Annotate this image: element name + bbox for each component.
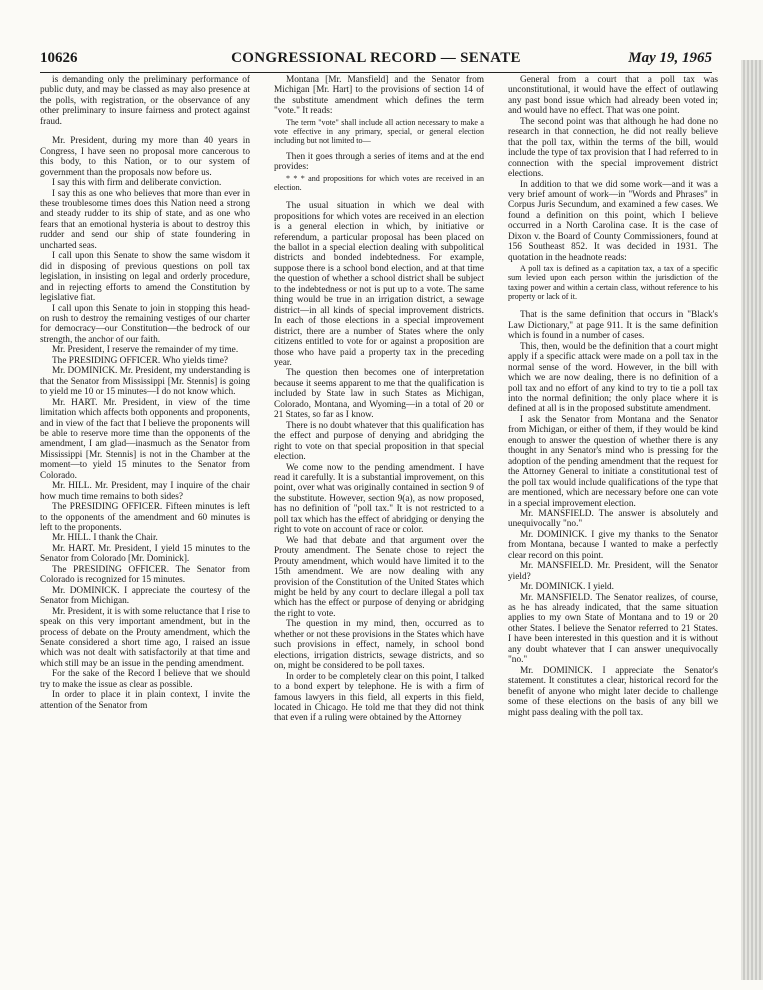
scan-binding-edge	[741, 60, 763, 980]
paragraph: Mr. HILL. I thank the Chair.	[52, 533, 158, 544]
paragraph: is demanding only the preliminary performance of public duty, and may be classed as may also presence at the polls, with registration, or the observance of any other preliminary to insure fairness and protect against fraud.	[40, 75, 250, 127]
paragraph: I ask the Senator from Montana and the Senator from Michigan, or either of them, if they would be kind enough to answer the question of whether there is any thought in any Senator's mind who is pressing for the adoption of the pending amendment that the request for the Attorney General to initiate a constitutional test of the poll tax would include qualifications of the type that are mentioned, which are necessary before one can vote in a special improvement election.	[508, 414, 718, 509]
paragraph: I call upon this Senate to show the same wisdom it did in disposing of previous questions on poll tax legislation, in insisting on legal and orderly procedure, and in rejecting efforts to amend the Constitution by legislative fiat.	[40, 251, 250, 304]
paragraph: I call upon this Senate to join in stopping this head-on rush to destroy the remaining vestiges of our charter for democracy—our Constitution—the bedrock of our strength, the anchor of our faith.	[40, 303, 250, 345]
page-number: 10626	[40, 50, 78, 66]
paragraph: Mr. DOMINICK. I appreciate the courtesy of the Senator from Michigan.	[40, 585, 250, 607]
paragraph: We come now to the pending amendment. I have read it carefully. It is a substantial improvement, on this point, over what was originally contained in section 9 of the substitute. However, section 9(a), as now proposed, has no definition of "poll tax." It is not restricted to a poll tax which has the effect of abridging or denying the right to vote on account of race or color.	[274, 462, 484, 536]
paragraph: Montana [Mr. Mansfield] and the Senator from Michigan [Mr. Hart] to the provisions of section 14 of the substitute amendment which defines the term "vote." It reads:	[274, 75, 484, 117]
quoted-passage: The term "vote" shall include all action necessary to make a vote effective in any primary, special, or general election including but not limited to—	[274, 117, 484, 146]
paragraph: Mr. President, it is with some reluctance that I rise to speak on this very important amendment, but in the process of debate on the Prouty amendment, which the Senate considered a short time ago, I raised an issue which was not dealt with satisfactorily at that time and which still may be an issue in the pending amendment.	[40, 606, 250, 669]
paragraph: In order to be completely clear on this point, I talked to a bond expert by telephone. He is with a firm of famous lawyers in this field, all experts in this field, located in Chicago. He told me that they did not think that even if a ruling were obtained by the Attorney	[274, 671, 484, 724]
page-date: May 19, 1965	[628, 50, 712, 66]
paragraph: Mr. DOMINICK. Mr. President, my understanding is that the Senator from Mississippi [Mr. Stennis] is going to yield me 10 or 15 minutes—I do not know which.	[40, 366, 250, 398]
paragraph: General from a court that a poll tax was unconstitutional, it would have the effect of outlawing any past bond issue which had already been voted in; and would have no effect. That was one point.	[508, 75, 718, 117]
paragraph: Mr. DOMINICK. I yield.	[520, 582, 614, 593]
page-title: CONGRESSIONAL RECORD — SENATE	[231, 50, 521, 66]
paragraph: Mr. HILL. Mr. President, may I inquire of the chair how much time remains to both sides?	[40, 481, 250, 502]
paragraph: This, then, would be the definition that a court might apply if a specific attack were made on a poll tax in the normal sense of the word. However, in the bill with which we are now dealing, there is no definition of a poll tax and no effort of any kind to try to tie a poll tax into the normal definition; the only place where it is defined at all is in the proposed substitute amendment.	[508, 341, 718, 415]
paragraph: Mr. HART. Mr. President, in view of the time limitation which affects both opponents and proponents, and in view of the fact that I believe the proponents will be able to reserve more time than the opponents of the amendment, I am glad—inasmuch as the Senator from Mississippi [Mr. Stennis] is not in the Chamber at the moment—to yield 15 minutes to the Senator from Colorado.	[40, 397, 250, 481]
paragraph: The question then becomes one of interpretation because it seems apparent to me that the qualification is included by State law in such States as Michigan, Colorado, Montana, and Wyoming—in a total of 20 or 21 States, so far as I know.	[274, 368, 484, 421]
paragraph: Mr. HART. Mr. President, I yield 15 minutes to the Senator from Colorado [Mr. Dominick].	[40, 543, 250, 565]
paragraph: That is the same definition that occurs in "Black's Law Dictionary," at page 911. It is the same definition which is found in a number of cases.	[508, 310, 718, 342]
paragraph: In order to place it in plain context, I invite the attention of the Senator from	[40, 690, 250, 711]
column-1	[40, 75, 250, 970]
paragraph: The usual situation in which we deal with propositions for which votes are received in an election is a general election in which, by initiative or referendum, a particular proposal has been placed on the ballot in a special election dealing with subpolitical districts and bonded indebtedness. For example, suppose there is a school bond election, and at that time the question of whether a school district shall be subject to the indebtedness or not is put up to a vote. The same thing would be true in an irrigation district, a sewage district—in all kinds of special improvement districts. In each of those elections in a special improvement district, there are a number of States where the only citizens entitled to vote for or against a proposition are those who have paid a property tax in the preceding year.	[274, 201, 484, 368]
paragraph: In addition to that we did some work—and it was a very brief amount of work—in "Words and Phrases" in Corpus Juris Secundum, and examined a few cases. We found a definition on this point, which I believe occurred in a North Carolina case. It is the case of Dixon v. the Board of County Commissioners, found at 156 Southeast 852. It was decided in 1931. The quotation in the headnote reads:	[508, 179, 718, 263]
paragraph: The PRESIDING OFFICER. Who yields time?	[52, 355, 228, 366]
paragraph: Mr. DOMINICK. I give my thanks to the Senator from Montana, because I wanted to make a perfectly clear record on this point.	[508, 529, 718, 561]
paragraph: We had that debate and that argument over the Prouty amendment. The Senate chose to reject the Prouty amendment, which would have limited it to the 15th amendment. We are now dealing with any provision of the Constitution of the United States which might be held by any court to declare illegal a poll tax which has the effect or purpose of denying or abridging the right to vote.	[274, 535, 484, 619]
paragraph: Mr. President, during my more than 40 years in Congress, I have seen no proposal more cancerous to this body, to this Nation, or to our system of government than the proposals now before us.	[40, 136, 250, 178]
paragraph: Mr. MANSFIELD. The answer is absolutely and unequivocally "no."	[508, 508, 718, 530]
paragraph: I say this as one who believes that more than ever in these troublesome times does this Nation need a strong and steady rudder to its ship of state, and as one who fears that an emotional hysteria is about to destroy this rudder and send our ship of state foundering in uncharted seas.	[40, 188, 250, 251]
paragraph: The PRESIDING OFFICER. Fifteen minutes is left to the opponents of the amendment and 60 minutes is left to the proponents.	[40, 502, 250, 534]
paragraph: Mr. MANSFIELD. Mr. President, will the Senator yield?	[508, 561, 718, 582]
paragraph: The question in my mind, then, occurred as to whether or not these provisions in the States which have such provisions in effect, namely, in school bond elections, irrigation districts, sewage districts, and so on, might be considered to be poll taxes.	[274, 619, 484, 672]
paragraph: The second point was that although he had done no research in that connection, he did not really believe that the poll tax, within the terms of the bill, would include the type of tax provision that I had referred to in connection with the special improvement district elections.	[508, 116, 718, 180]
paragraph: Mr. MANSFIELD. The Senator realizes, of course, as he has already indicated, that the same situation applies to my own State of Montana and to 19 or 20 other States. I believe the Senator referred to 21 States. I have been interested in this question and it is without any doubt whatever that I can answer unequivocally "no."	[508, 592, 718, 666]
paragraph: For the sake of the Record I believe that we should try to make the issue as clear as possible.	[40, 669, 250, 690]
column-2	[274, 75, 484, 970]
paragraph: I say this with firm and deliberate conviction.	[52, 178, 222, 189]
paragraph: There is no doubt whatever that this qualification has the effect and purpose of denying and abridging the right to vote on that special proposition in that special election.	[274, 420, 484, 463]
quoted-passage: * * * and propositions for which votes are received in an election.	[274, 173, 484, 192]
header-rule	[40, 72, 712, 73]
paragraph: Then it goes through a series of items and at the end provides:	[274, 151, 484, 173]
paragraph: The PRESIDING OFFICER. The Senator from Colorado is recognized for 15 minutes.	[40, 564, 250, 586]
paragraph: Mr. DOMINICK. I appreciate the Senator's statement. It constitutes a clear, historical record for the benefit of anyone who might later decide to challenge some of these elections on the basis of any bill we might pass dealing with the poll tax.	[508, 665, 718, 718]
quoted-passage: A poll tax is defined as a capitation tax, a tax of a specific sum levied upon each person within the jurisdiction of the taxing power and within a certain class, without reference to his property or lack of it.	[508, 264, 718, 302]
paragraph: Mr. President, I reserve the remainder of my time.	[52, 345, 239, 356]
column-3	[508, 75, 718, 970]
page-header	[40, 48, 712, 74]
